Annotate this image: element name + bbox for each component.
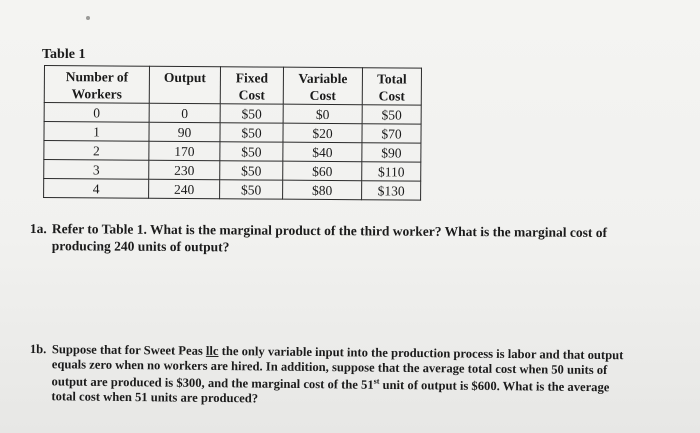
- cell-total-cost: $110: [362, 162, 421, 181]
- header-fixed-line1: Fixed: [235, 70, 269, 86]
- question-1b-line4: total cost when 51 units are produced?: [51, 388, 259, 406]
- question-1b-line3-a: output are produced is $300, and the marginal cost of the 51: [51, 374, 374, 392]
- cell-fixed-cost: $50: [220, 142, 283, 161]
- question-1a-line1: Refer to Table 1. What is the marginal product of the third worker? What is the marginal cost of: [51, 221, 608, 241]
- cell-output: 0: [149, 103, 220, 122]
- table-row: [44, 141, 421, 163]
- cell-output: 90: [149, 122, 220, 141]
- header-workers: [44, 66, 149, 104]
- table-title: Table 1: [42, 47, 86, 62]
- cell-workers: 0: [44, 103, 149, 123]
- cell-fixed-cost: $50: [220, 161, 283, 180]
- cell-workers: 2: [44, 141, 149, 161]
- cell-variable-cost: $60: [283, 161, 362, 181]
- header-workers-line2: Workers: [71, 86, 122, 102]
- cell-variable-cost: $0: [283, 104, 362, 124]
- question-1b-line3-b: unit of output is $600. What is the average: [379, 377, 610, 395]
- cell-workers: 1: [44, 122, 149, 142]
- cell-total-cost: $70: [362, 124, 421, 143]
- cell-output: 170: [149, 141, 220, 160]
- paper-speck: [86, 16, 90, 20]
- question-1b-line3-sup: st: [373, 376, 380, 386]
- cell-variable-cost: $80: [283, 180, 362, 200]
- cell-fixed-cost: $50: [220, 123, 283, 142]
- question-1b-llc: llc: [205, 343, 219, 358]
- table-row: [44, 160, 421, 182]
- question-1a-number: 1a.: [29, 220, 47, 237]
- question-1b-line1-a: Suppose that for Sweet Peas: [51, 342, 207, 358]
- header-total-cost: [362, 68, 421, 105]
- cell-variable-cost: $40: [283, 142, 362, 162]
- header-variable-line1: Variable: [298, 70, 348, 87]
- question-1b-line1-b: the only variable input into the production process is labor and that output: [218, 343, 624, 363]
- header-output-line1: Output: [163, 69, 206, 86]
- header-total-line1: Total: [377, 71, 407, 87]
- cost-table: [43, 65, 422, 201]
- header-output: [149, 66, 220, 103]
- cell-workers: 3: [44, 160, 149, 180]
- question-1a-line2: producing 240 units of output?: [51, 238, 230, 255]
- cell-variable-cost: $20: [283, 123, 362, 143]
- table-row: [44, 122, 421, 144]
- cell-total-cost: $130: [362, 181, 421, 200]
- question-1b-line2: equals zero when no workers are hired. In addition, suppose that the average total cost when 50 units of: [51, 356, 608, 377]
- cell-fixed-cost: $50: [220, 180, 283, 199]
- cell-output: 240: [149, 179, 220, 198]
- table-header-row: [44, 66, 421, 106]
- cell-fixed-cost: $50: [220, 104, 283, 123]
- header-fixed-cost: [220, 67, 283, 104]
- table-row: [44, 179, 421, 201]
- cell-workers: 4: [44, 179, 149, 199]
- question-1b: [29, 342, 695, 410]
- cell-total-cost: $50: [362, 105, 421, 124]
- table-row: [44, 103, 421, 125]
- cell-output: 230: [149, 160, 220, 179]
- header-fixed-line2: Cost: [238, 87, 265, 103]
- question-1a: [30, 220, 680, 259]
- header-variable-line2: Cost: [309, 87, 336, 104]
- cell-total-cost: $90: [362, 143, 421, 162]
- question-1b-number: 1b.: [29, 342, 47, 357]
- header-total-line2: Cost: [378, 88, 405, 104]
- header-workers-line1: Number of: [65, 69, 129, 85]
- header-variable-cost: [283, 67, 362, 105]
